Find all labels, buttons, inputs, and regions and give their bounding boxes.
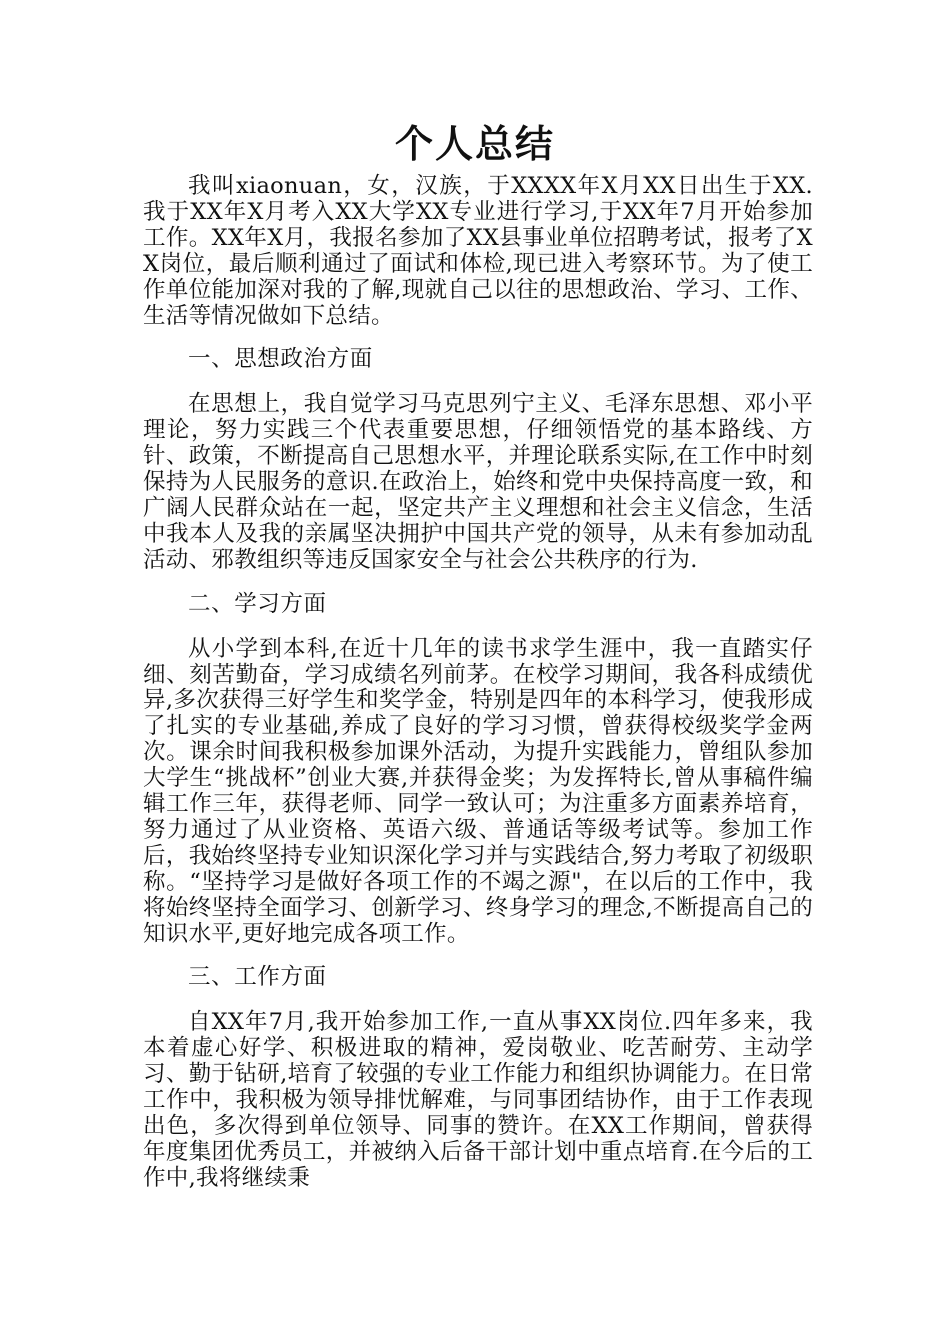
section-heading-study: 二、学习方面 — [188, 590, 327, 617]
section-paragraph-politics: 在思想上，我自觉学习马克思列宁主义、毛泽东思想、邓小平理论，努力实践三个代表重要思想，仔细领悟党的基本路线、方针、政策，不断提高自己思想水平，并理论联系实际,在工作中时刻保持为人民服务的意识.在政治上，始终和党中央保持高度一致，和广阔人民群众站在一起，坚定共产主义理想和社会主义信念，生活中我本人及我的亲属坚决拥护中国共产党的领导，从未有参加动乱活动、邪教组织等违反国家安全与社会公共秩序的行为. — [143, 391, 813, 573]
section-paragraph-work: 自XX年7月,我开始参加工作,一直从事XX岗位.四年多来，我本着虚心好学、积极进取的精神，爱岗敬业、吃苦耐劳、主动学习、勤于钻研,培育了较强的专业工作能力和组织协调能力。在日常工作中，我积极为领导排忧解难，与同事团结协作，由于工作表现出色，多次得到单位领导、同事的赞许。在XX工作期间，曾获得年度集团优秀员工，并被纳入后备干部计划中重点培育.在今后的工作中,我将继续秉 — [143, 1009, 813, 1191]
document-title: 个人总结 — [394, 121, 555, 166]
document-body — [143, 174, 813, 1192]
section-heading-politics: 一、思想政治方面 — [188, 346, 373, 373]
section-heading-work: 三、工作方面 — [188, 964, 327, 991]
intro-paragraph: 我叫xiaonuan，女，汉族，于XXXX年X月XX日出生于XX.我于XX年X月考入XX大学XX专业进行学习,于XX年7月开始参加工作。XX年X月，我报名参加了XX县事业单位招聘考试，报考了XX岗位，最后顺利通过了面试和体检,现已进入考察环节。为了使工作单位能加深对我的了解,现就自己以往的思想政治、学习、工作、生活等情况做如下总结。 — [143, 173, 813, 329]
section-paragraph-study: 从小学到本科,在近十几年的读书求学生涯中，我一直踏实仔细、刻苦勤奋，学习成绩名列前茅。在校学习期间，我各科成绩优异,多次获得三好学生和奖学金，特别是四年的本科学习，使我形成了扎实的专业基础,养成了良好的学习习惯，曾获得校级奖学金两次。课余时间我积极参加课外活动，为提升实践能力，曾组队参加大学生“挑战杯”创业大赛,并获得金奖；为发挥特长,曾从事稿件编辑工作三年，获得老师、同学一致认可；为注重多方面素养培育，努力通过了从业资格、英语六级、普通话等级考试等。参加工作后，我始终坚持专业知识深化学习并与实践结合,努力考取了初级职称。“坚持学习是做好各项工作的不竭之源"，在以后的工作中，我将始终坚持全面学习、创新学习、终身学习的理念,不断提高自己的知识水平,更好地完成各项工作。 — [143, 635, 813, 947]
